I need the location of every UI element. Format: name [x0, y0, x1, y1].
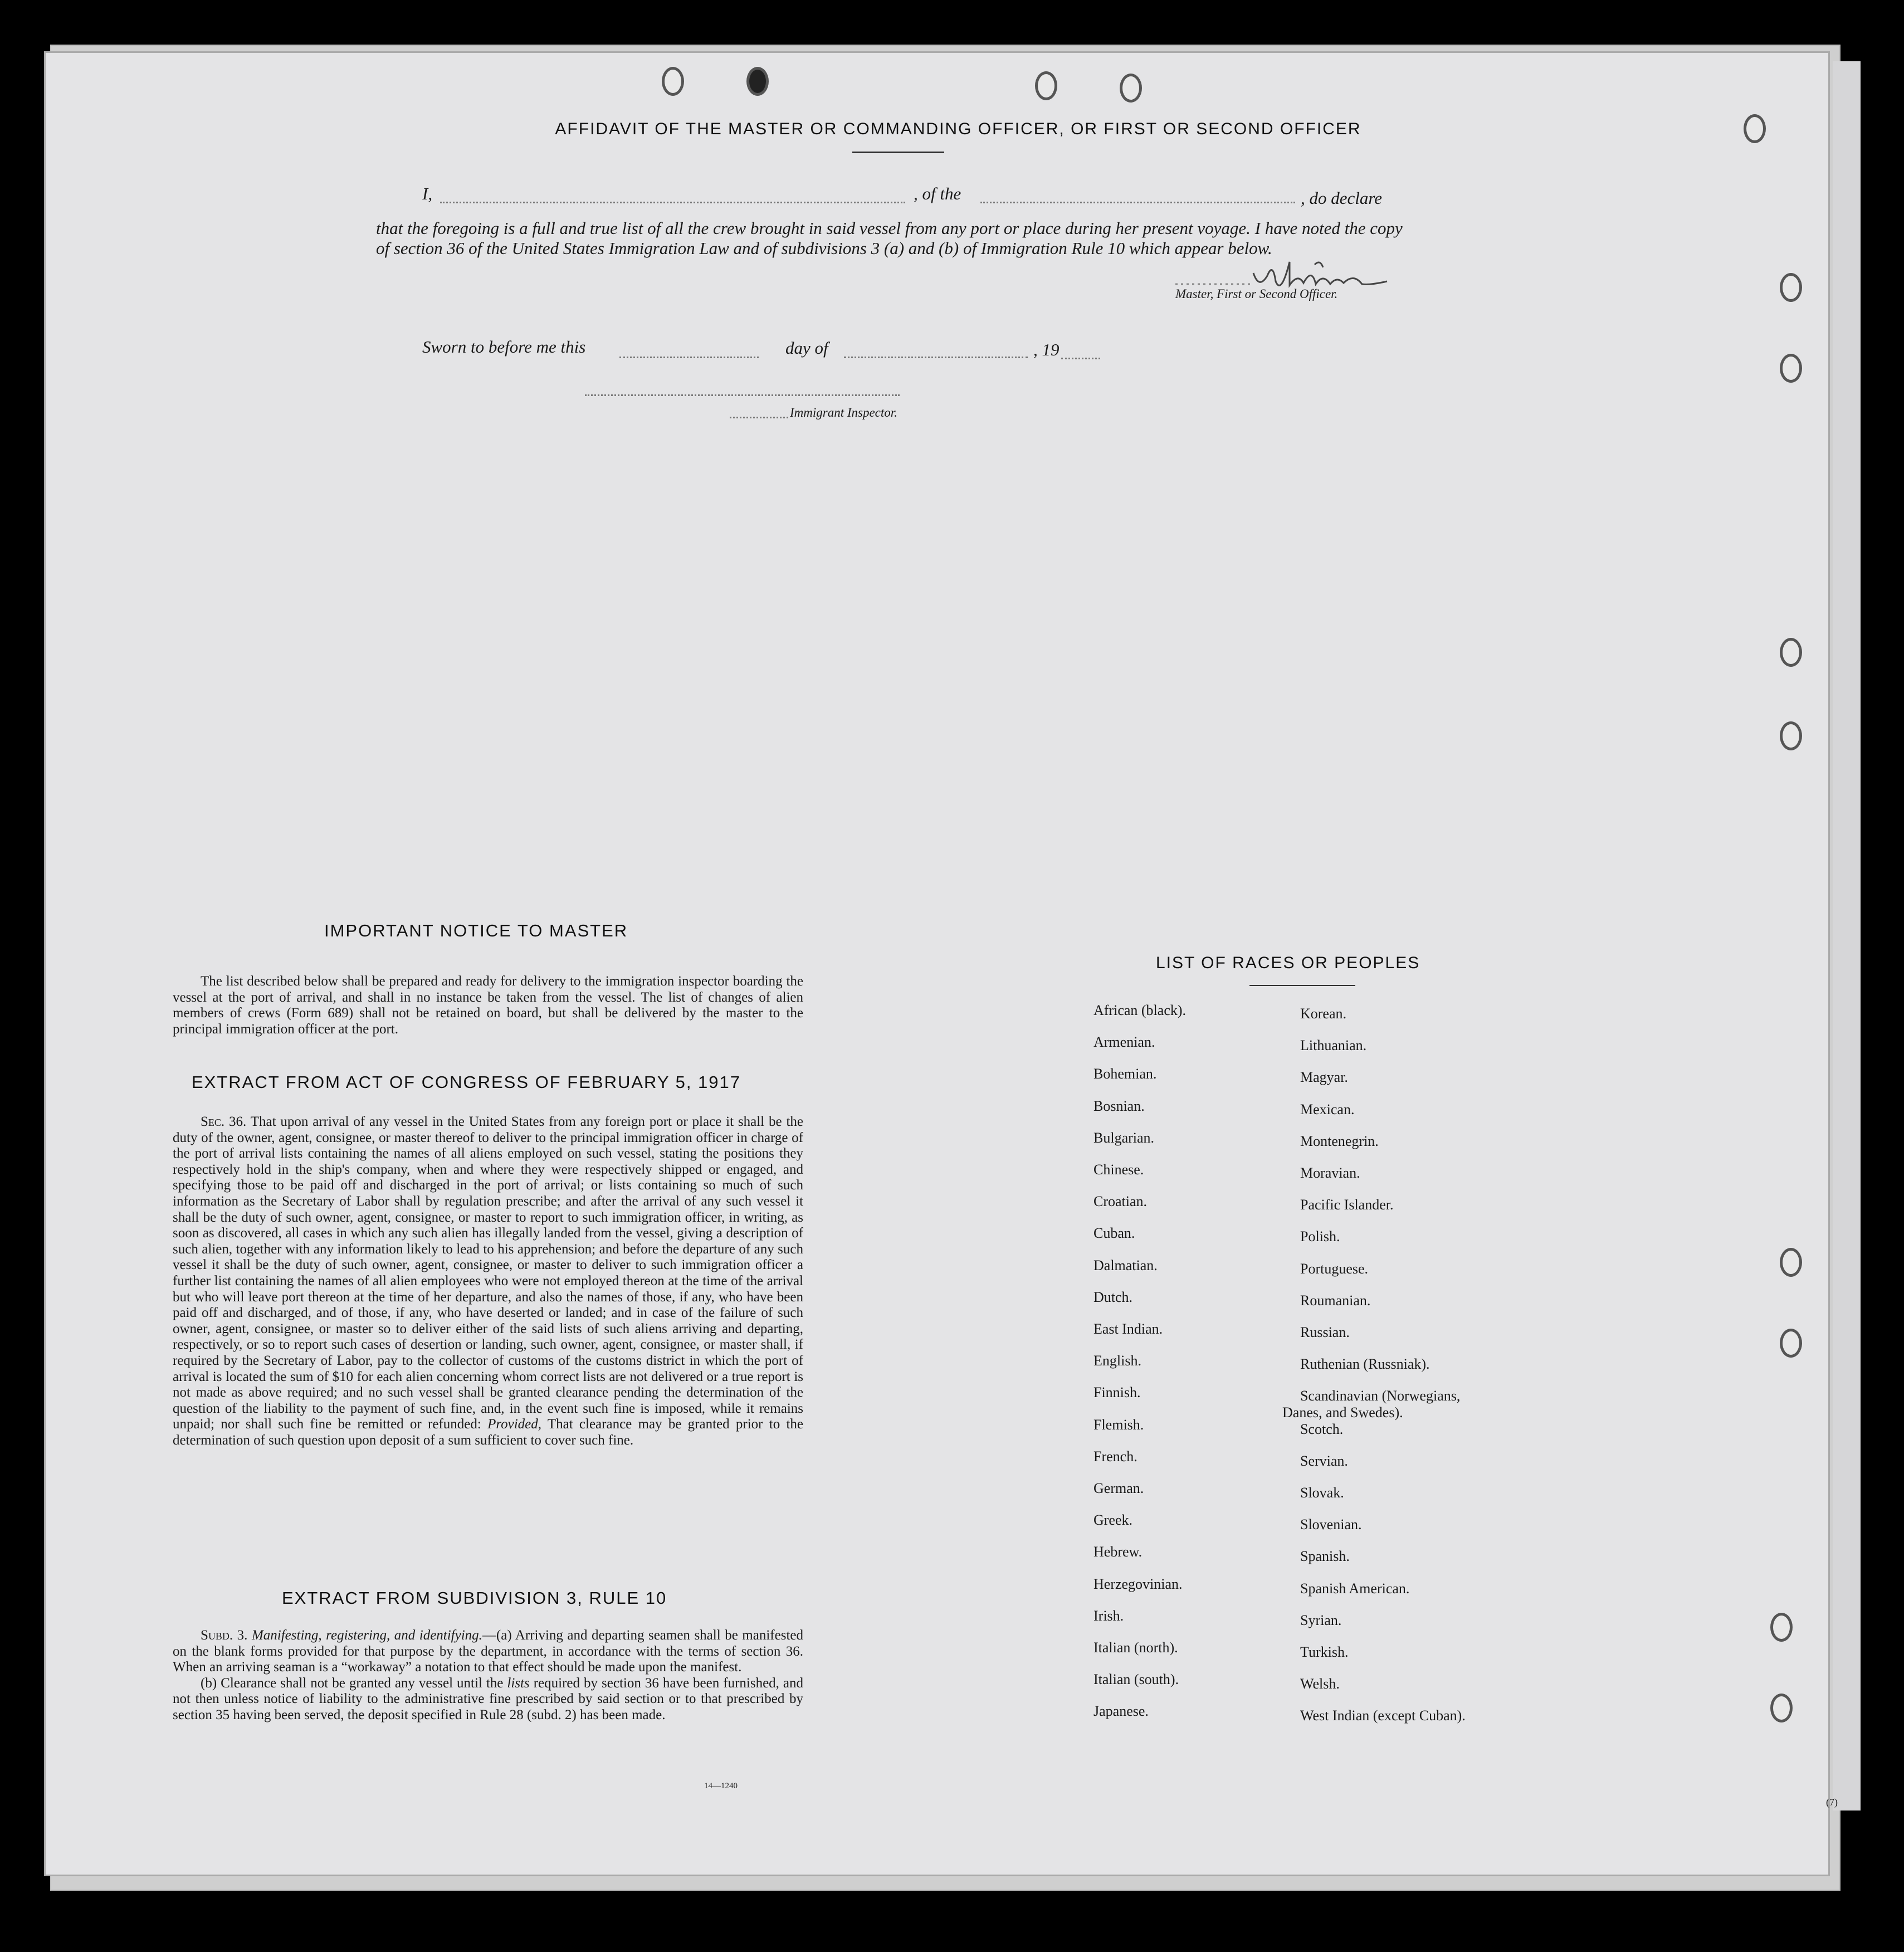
inspector-caption-blank	[730, 417, 788, 418]
race-left-item: Flemish.	[1093, 1416, 1144, 1433]
act-provided-text: That clearance may be granted prior to the determination of such question upon deposit of a sum sufficient to cover such fine.	[173, 1417, 803, 1448]
rule-b-text-1: (b) Clearance shall not be granted any vessel until the	[201, 1675, 504, 1691]
punch-hole-icon	[1744, 114, 1766, 143]
race-left-item: German.	[1093, 1480, 1144, 1496]
race-right-item: Magyar.	[1300, 1069, 1348, 1086]
race-right-item: Spanish American.	[1300, 1580, 1410, 1597]
race-left-item: Croatian.	[1093, 1193, 1148, 1210]
inspector-caption: Immigrant Inspector.	[790, 406, 897, 419]
race-left-item: Dalmatian.	[1093, 1257, 1158, 1273]
race-left-item: East Indian.	[1093, 1321, 1163, 1337]
race-right-item: Spanish.	[1300, 1548, 1350, 1565]
act-text	[173, 1114, 803, 1448]
act-section-label: Sec. 36.	[201, 1114, 247, 1129]
race-right-item: Polish.	[1300, 1228, 1340, 1245]
race-right-item: Korean.	[1300, 1006, 1347, 1022]
race-left-item: Bosnian.	[1093, 1097, 1145, 1114]
race-right-item: Montenegrin.	[1300, 1133, 1379, 1149]
races-title: LIST OF RACES OR PEOPLES	[1156, 954, 1420, 972]
race-right-item: Welsh.	[1300, 1676, 1340, 1692]
punch-hole-icon	[1780, 638, 1802, 667]
race-right-item: Pacific Islander.	[1300, 1197, 1394, 1213]
page-edge-strip	[1833, 61, 1861, 1811]
race-right-continuation: Danes, and Swedes).	[1282, 1404, 1403, 1421]
rule-subd-heading: Manifesting, registering, and identifying.	[251, 1628, 482, 1643]
punch-hole-icon	[1780, 1329, 1802, 1358]
race-left-item: Japanese.	[1093, 1703, 1149, 1720]
race-right-item: Scandinavian (Norwegians,	[1300, 1388, 1461, 1404]
month-blank	[844, 357, 1028, 358]
race-right-item: Slovak.	[1300, 1485, 1344, 1501]
signature-caption: Master, First or Second Officer.	[1175, 287, 1338, 301]
notice-text: The list described below shall be prepared and ready for delivery to the immigration inspector boarding the vessel at the port of arrival, and shall in no instance be taken from the vessel. The list of changes of alien members of crews (Form 689) shall not be retained on board, but shall be delivered by the master to the principal immigration officer at the port.	[173, 974, 803, 1037]
race-right-item: Lithuanian.	[1300, 1037, 1367, 1054]
race-right-item: Ruthenian (Russniak).	[1300, 1356, 1430, 1373]
races-divider	[1249, 985, 1355, 986]
punch-hole-icon	[1035, 71, 1057, 100]
year-text: , 19	[1033, 340, 1060, 359]
race-left-item: Herzegovinian.	[1093, 1575, 1183, 1592]
race-right-item: Syrian.	[1300, 1612, 1342, 1628]
race-left-item: Armenian.	[1093, 1034, 1155, 1051]
race-right-item: Roumanian.	[1300, 1292, 1371, 1309]
race-left-item: Italian (south).	[1093, 1671, 1179, 1688]
race-left-item: Greek.	[1093, 1512, 1133, 1529]
punch-hole-icon	[1120, 74, 1142, 103]
form-number: 14—1240	[704, 1782, 738, 1790]
punch-hole-icon	[1780, 721, 1802, 750]
race-right-item: Russian.	[1300, 1324, 1350, 1340]
vessel-blank	[980, 202, 1295, 203]
race-left-item: Cuban.	[1093, 1225, 1135, 1242]
affidavit-title: AFFIDAVIT OF THE MASTER OR COMMANDING OFFICER, OR FIRST OR SECOND OFFICER	[555, 120, 1361, 138]
race-left-item: Bulgarian.	[1093, 1129, 1155, 1146]
race-right-item: Slovenian.	[1300, 1516, 1362, 1533]
race-right-item: Servian.	[1300, 1452, 1348, 1469]
rule-text	[173, 1628, 803, 1724]
punch-hole-icon	[746, 67, 769, 96]
name-blank	[440, 202, 905, 203]
race-left-item: Chinese.	[1093, 1162, 1144, 1178]
sworn-text: Sworn to before me this	[422, 337, 586, 357]
race-left-item: Bohemian.	[1093, 1066, 1157, 1082]
rule-b-lists: lists	[507, 1675, 530, 1691]
day-of-text: day of	[785, 338, 828, 358]
race-left-item: Finnish.	[1093, 1384, 1141, 1401]
notice-title: IMPORTANT NOTICE TO MASTER	[324, 921, 628, 940]
affidavit-i: I,	[422, 184, 433, 203]
rule-b-text-2: required by section 36 have been furnished, and not then unless notice of liability to the administrative fine prescribed by said section or to that prescribed by section 35 having been served, the deposit specified in Rule 28 (subd. 2) has been made.	[173, 1675, 804, 1722]
year-blank	[1061, 358, 1100, 359]
race-right-item: Mexican.	[1300, 1101, 1355, 1117]
rule-subd-label: Subd. 3.	[201, 1628, 248, 1643]
inspector-signature-blank	[585, 394, 900, 396]
act-body: That upon arrival of any vessel in the United States from any foreign port or place it shall be the duty of the owner, agent, consignee, or master thereof to deliver to the principal immigration officer in charge of the port of arrival lists containing the names of all aliens employed on such vessel, stating the positions they respectively hold in the ship's company, when and where they were respectively shipped or engaged, and specifying those to be paid off and discharged in the port of arrival; or lists containing so much of such information as the Secretary of Labor shall by regulation prescribe; and after the arrival of any such vessel it shall be the duty of such owner, agent, consignee, or master to report to such immigration officer, in writing, as soon as discovered, all cases in which any such alien has illegally landed from the vessel, giving a description of such alien, together with any information likely to lead to his apprehension; and before the departure of any such vessel it shall be the duty of such owner, agent, consignee, or master to deliver to such immigration officer a further list containing the names of all alien employees who were not employed thereon at the time of the arrival but who will leave port thereon at the time of her departure, and also the names of those, if any, who have been paid off and discharged, and of those, if any, who have deserted or landed; and in case of the failure of such owner, agent, consignee, or master so to deliver either of the said lists of such aliens arriving and departing, respectively, or so to report such cases of desertion or landing, such owner, agent, consignee, or master shall, if required by the Secretary of Labor, pay to the collector of customs of the customs district in which the port of arrival is located the sum of $10 for each alien concerning whom correct lists are not delivered or a true report is not made as above required; and no such vessel shall be granted clearance pending the determination of the question of the liability to the payment of such fine, and, in the event such fine is imposed, while it remains unpaid; nor shall such fine be remitted or refunded:	[173, 1114, 803, 1432]
day-blank	[619, 357, 759, 358]
act-title: EXTRACT FROM ACT OF CONGRESS OF FEBRUARY 5, 1917	[192, 1072, 741, 1092]
affidavit-declare: , do declare	[1301, 188, 1383, 208]
race-right-item: West Indian (except Cuban).	[1300, 1707, 1466, 1724]
race-right-item: Portuguese.	[1300, 1260, 1369, 1277]
punch-hole-icon	[1770, 1613, 1793, 1642]
affidavit-of-the: , of the	[914, 184, 961, 203]
race-left-item: Italian (north).	[1093, 1639, 1178, 1656]
rule-a-text: —(a) Arriving and departing seamen shall be manifested on the blank forms provided for that purpose by the department, in accordance with the terms of section 36. When an arriving seaman is a “workaway” a notation to that effect should be made upon the manifest.	[173, 1628, 803, 1675]
race-left-item: Irish.	[1093, 1607, 1124, 1624]
affidavit-paragraph: that the foregoing is a full and true list of all the crew brought in said vessel from any port or place during her present voyage. I have noted the copy of section 36 of the United States Immigration Law and of subdivisions 3 (a) and (b) of Immigration Rule 10 which appear below.	[376, 218, 1403, 258]
edge-mark: (7)	[1826, 1797, 1838, 1808]
race-left-item: Hebrew.	[1093, 1544, 1143, 1560]
rule-title: EXTRACT FROM SUBDIVISION 3, RULE 10	[282, 1588, 667, 1608]
punch-hole-icon	[1780, 1248, 1802, 1277]
act-provided-label: Provided,	[487, 1417, 542, 1432]
race-left-item: Dutch.	[1093, 1289, 1133, 1305]
race-left-item: African (black).	[1093, 1002, 1187, 1018]
race-left-item: English.	[1093, 1353, 1141, 1369]
race-right-item: Scotch.	[1300, 1421, 1344, 1437]
punch-hole-icon	[1780, 354, 1802, 383]
punch-hole-icon	[1780, 273, 1802, 302]
punch-hole-icon	[1770, 1694, 1793, 1722]
title-divider	[852, 152, 944, 153]
race-right-item: Turkish.	[1300, 1644, 1349, 1660]
race-left-item: French.	[1093, 1448, 1137, 1465]
punch-hole-icon	[662, 67, 684, 96]
race-right-item: Moravian.	[1300, 1165, 1360, 1181]
